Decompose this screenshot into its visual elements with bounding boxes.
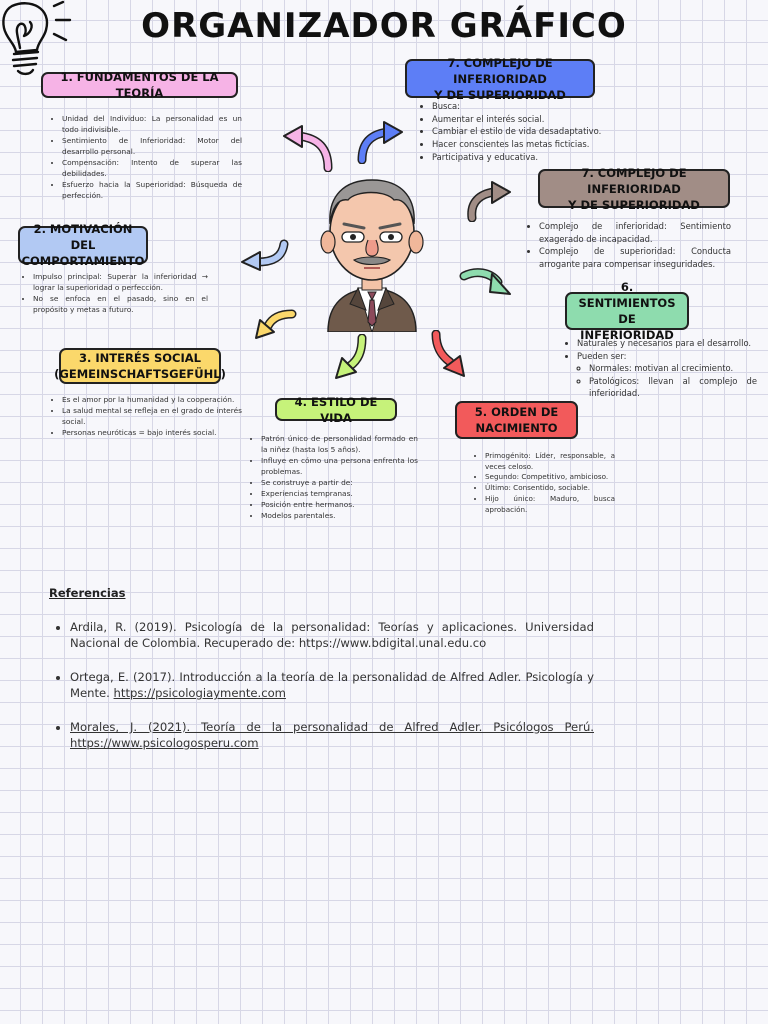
adler-portrait-illustration [316, 176, 428, 332]
list-sentimientos [566, 337, 757, 400]
list-item: • Segundo: Competitivo, ambicioso. [485, 472, 615, 483]
list-item: ◦ Normales: motivan al crecimiento. [589, 362, 757, 375]
heading-orden-nacimiento: 5. ORDEN DE NACIMIENTO [455, 401, 578, 439]
list-item: • Unidad del Individuo: La personalidad es un todo indivisible. [62, 113, 242, 135]
list-item: • Pueden ser: ◦ Normales: motivan al crecimiento. ◦ Patológicos: llevan al complejo de inferioridad. [577, 350, 757, 400]
list-item: • Complejo de superioridad: Conducta arrogante para compensar inseguridades. [539, 245, 731, 270]
list-interes-social [51, 394, 242, 438]
references-heading: Referencias [49, 586, 126, 600]
list-item: • Se construye a partir de: [261, 477, 418, 488]
list-fundamentos [51, 113, 242, 201]
arrow-lime-icon [330, 334, 370, 384]
list-item: • Participativa y educativa. [432, 151, 632, 164]
heading-interes-social: 3. INTERÉS SOCIAL (GEMEINSCHAFTSGEFÜHL) [59, 348, 221, 384]
arrow-red-icon [428, 330, 470, 382]
list-complejo-1 [421, 100, 632, 164]
list-item: • Busca: [432, 100, 632, 113]
list-estilo-vida [250, 433, 418, 521]
list-item: • Impulso principal: Superar la inferioridad → lograr la superioridad o perfección. [33, 271, 208, 293]
list-item: • Posición entre hermanos. [261, 499, 418, 510]
list-item: • Primogénito: Líder, responsable, a veces celoso. [485, 451, 615, 472]
page-title: ORGANIZADOR GRÁFICO [141, 6, 627, 46]
reference-item: • Ardila, R. (2019). Psicología de la personalidad: Teorías y aplicaciones. Universidad Nacional de Colombia. Recuperado de: https://www.bdigital.unal.edu.co [70, 619, 594, 651]
list-item: • Esfuerzo hacia la Superioridad: Búsqueda de perfección. [62, 179, 242, 201]
heading-motivacion: 2. MOTIVACIÓN DEL COMPORTAMIENTO [18, 226, 148, 264]
list-item: • Modelos parentales. [261, 510, 418, 521]
list-item: • La salud mental se refleja en el grado de interés social. [62, 405, 242, 427]
list-item: • Experiencias tempranas. [261, 488, 418, 499]
list-item: • Hijo único: Maduro, busca aprobación. [485, 494, 615, 515]
heading-estilo-vida: 4. ESTILO DE VIDA [275, 398, 397, 421]
heading-fundamentos: 1. FUNDAMENTOS DE LA TEORÍA [41, 72, 238, 98]
list-item: • Complejo de inferioridad: Sentimiento exagerado de incapacidad. [539, 220, 731, 245]
reference-link[interactable]: https://psicologiaymente.com [113, 686, 286, 700]
arrow-blue-icon [354, 118, 406, 164]
reference-item[interactable]: • Morales, J. (2021). Teoría de la personalidad de Alfred Adler. Psicólogos Perú. https://www.psicologosperu.com [70, 719, 594, 751]
arrow-lightblue-icon [238, 238, 290, 272]
heading-complejo-2: 7. COMPLEJO DE INFERIORIDAD Y DE SUPERIORIDAD [538, 169, 730, 208]
arrow-brown-icon [462, 180, 514, 222]
list-item: • Compensación: Intento de superar las debilidades. [62, 157, 242, 179]
list-item: • Personas neuróticas = bajo interés social. [62, 427, 242, 438]
list-motivacion [22, 271, 208, 315]
reference-item: • Ortega, E. (2017). Introducción a la teoría de la personalidad de Alfred Adler. Psicología y Mente. https://psicologiaymente.com [70, 669, 594, 701]
list-item: • Hacer conscientes las metas ficticias. [432, 138, 632, 151]
references-list [49, 619, 594, 769]
arrow-green-icon [458, 266, 514, 298]
list-item: • Sentimiento de Inferioridad: Motor del desarrollo personal. [62, 135, 242, 157]
list-item: • Último: Consentido, sociable. [485, 483, 615, 494]
list-item: • Cambiar el estilo de vida desadaptativo. [432, 125, 632, 138]
list-item: • No se enfoca en el pasado, sino en el propósito y metas a futuro. [33, 293, 208, 315]
list-item: • Patrón único de personalidad formado en la niñez (hasta los 5 años). [261, 433, 418, 455]
heading-sentimientos: 6. SENTIMIENTOS DE INFERIORIDAD [565, 292, 689, 330]
arrow-yellow-icon [250, 306, 298, 340]
list-item: • Naturales y necesarios para el desarrollo. [577, 337, 757, 350]
list-orden-nacimiento [474, 451, 615, 515]
heading-complejo-1: 7. COMPLEJO DE INFERIORIDAD Y DE SUPERIORIDAD [405, 59, 595, 98]
list-item: ◦ Patológicos: llevan al complejo de inferioridad. [589, 375, 757, 400]
list-item: • Es el amor por la humanidad y la cooperación. [62, 394, 242, 405]
list-item: • Influye en cómo una persona enfrenta los problemas. [261, 455, 418, 477]
list-complejo-2 [528, 220, 731, 270]
list-item: • Aumentar el interés social. [432, 113, 632, 126]
arrow-pink-icon [278, 122, 336, 172]
sub-list [577, 362, 757, 400]
